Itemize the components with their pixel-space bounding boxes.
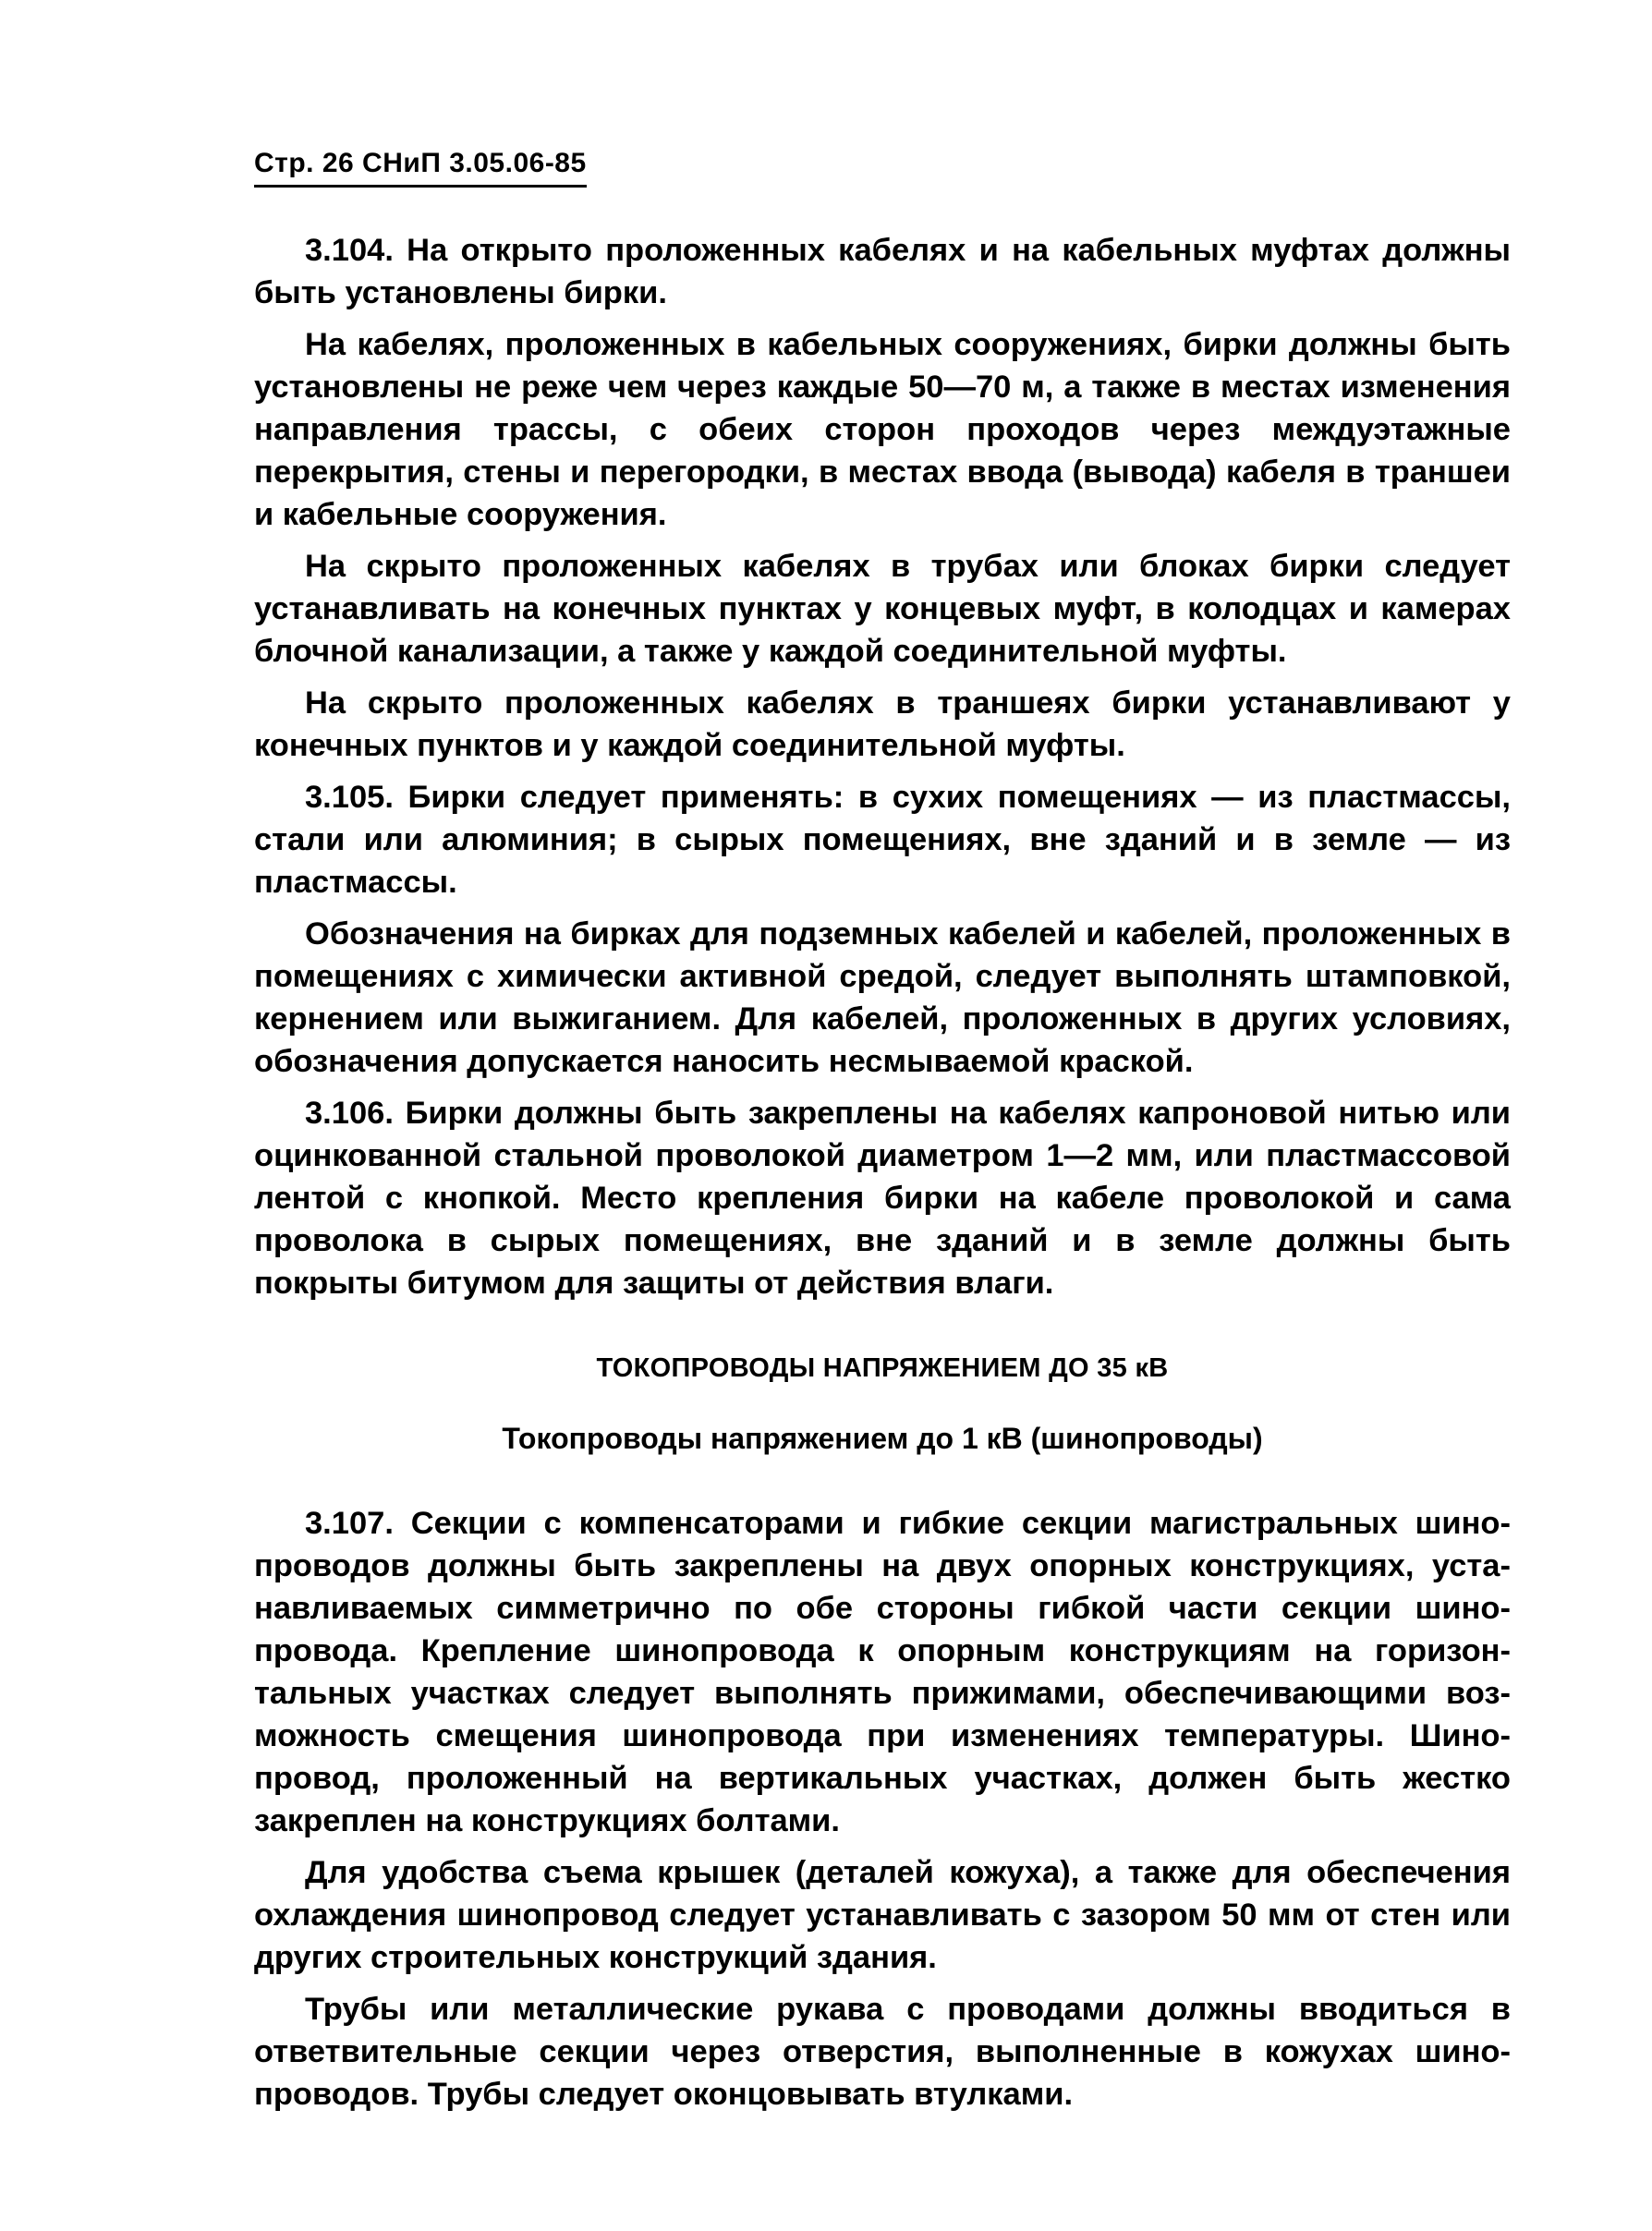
- paragraph: [254, 1851, 1511, 1979]
- paragraph-3-106: [254, 1092, 1511, 1304]
- paragraph-text: Обозначения на бирках для подземных кабелей и кабелей, проложенных в помещениях с химически активной средой, следует выполнять штамповкой, кернением или выжиганием. Для кабелей, проложенных в других условиях, обозначения допускается наносить несмываемой краской.: [254, 916, 1511, 1079]
- clause-number: 3.107.: [305, 1506, 394, 1541]
- paragraph: [254, 682, 1511, 767]
- paragraph: [254, 913, 1511, 1083]
- paragraph-text: Трубы или металлические рукава с проводами должны вводиться в ответвительные секции через отверстия, выполненные в кожухах шинопроводов. Трубы следует оконцовывать втулками.: [254, 1992, 1511, 2112]
- clause-number: 3.104.: [305, 233, 394, 268]
- paragraph-text: Для удобства съема крышек (деталей кожуха), а также для обеспечения охлаждения шинопровод следует устанавливать с зазором 50 мм от стен или других строительных конструкций здания.: [254, 1855, 1511, 1975]
- section-title: ТОКОПРОВОДЫ НАПРЯЖЕНИЕМ ДО 35 кВ: [596, 1353, 1169, 1383]
- paragraph-text: На скрыто проложенных кабелях в траншеях бирки устанавливают у конечных пунктов и у каждой соединительной муфты.: [254, 685, 1511, 763]
- clause-number: 3.105.: [305, 780, 394, 815]
- paragraph-3-105: [254, 776, 1511, 903]
- paragraph-text: На кабелях, проложенных в кабельных сооружениях, бирки должны быть установлены не реже чем через каждые 50—70 м, а также в местах изменения направления трассы, с обеих сторон проходов через междуэтажные перекрытия, стены и перегородки, в местах ввода (вывода) кабеля в траншеи и кабельные сооружения.: [254, 327, 1511, 532]
- paragraph-text: Бирки следует применять: в сухих помещениях — из пластмассы, стали или алюминия; в сырых помещениях, вне зданий и в земле — из пластмассы.: [254, 780, 1511, 900]
- paragraph-text: На открыто проложенных кабелях и на кабельных муфтах должны быть установлены бирки.: [254, 233, 1511, 310]
- document-body: [254, 229, 1511, 2125]
- paragraph: [254, 1988, 1511, 2116]
- paragraph-3-107: [254, 1502, 1511, 1842]
- paragraph: [254, 323, 1511, 536]
- paragraph-text: Бирки должны быть закреплены на кабелях капроновой нитью или оцинкованной стальной проволокой диаметром 1—2 мм, или пластмассовой лентой с кнопкой. Место крепления бирки на кабеле проволокой и сама проволока в сырых помещениях, вне зданий и в земле должны быть покрыты битумом для защиты от действия влаги.: [254, 1096, 1511, 1301]
- paragraph-text: Секции с компенсаторами и гибкие секции магистральных шинопроводов должны быть закреплены на двух опорных конструкциях, устанавливаемых симметрично по обе стороны гибкой части секции шинопровода. Крепление шинопровода к опорным конструкциям на горизонтальных участках следует выполнять прижимами, обеспечивающими возможность смещения шинопровода при изменениях температуры. Шинопровод, проложенный на вертикальных участках, должен быть жестко закреплен на конструкциях болтами.: [254, 1506, 1511, 1838]
- clause-number: 3.106.: [305, 1096, 394, 1131]
- paragraph: [254, 545, 1511, 673]
- page-header: Стр. 26 СНиП 3.05.06-85: [254, 148, 587, 188]
- subsection-title: Токопроводы напряжением до 1 кВ (шинопроводы): [502, 1422, 1263, 1455]
- paragraph-text: На скрыто проложенных кабелях в трубах или блоках бирки следует устанавливать на конечных пунктах у концевых муфт, в колодцах и камерах блочной канализации, а также у каждой соединительной муфты.: [254, 549, 1511, 669]
- paragraph-3-104: [254, 229, 1511, 314]
